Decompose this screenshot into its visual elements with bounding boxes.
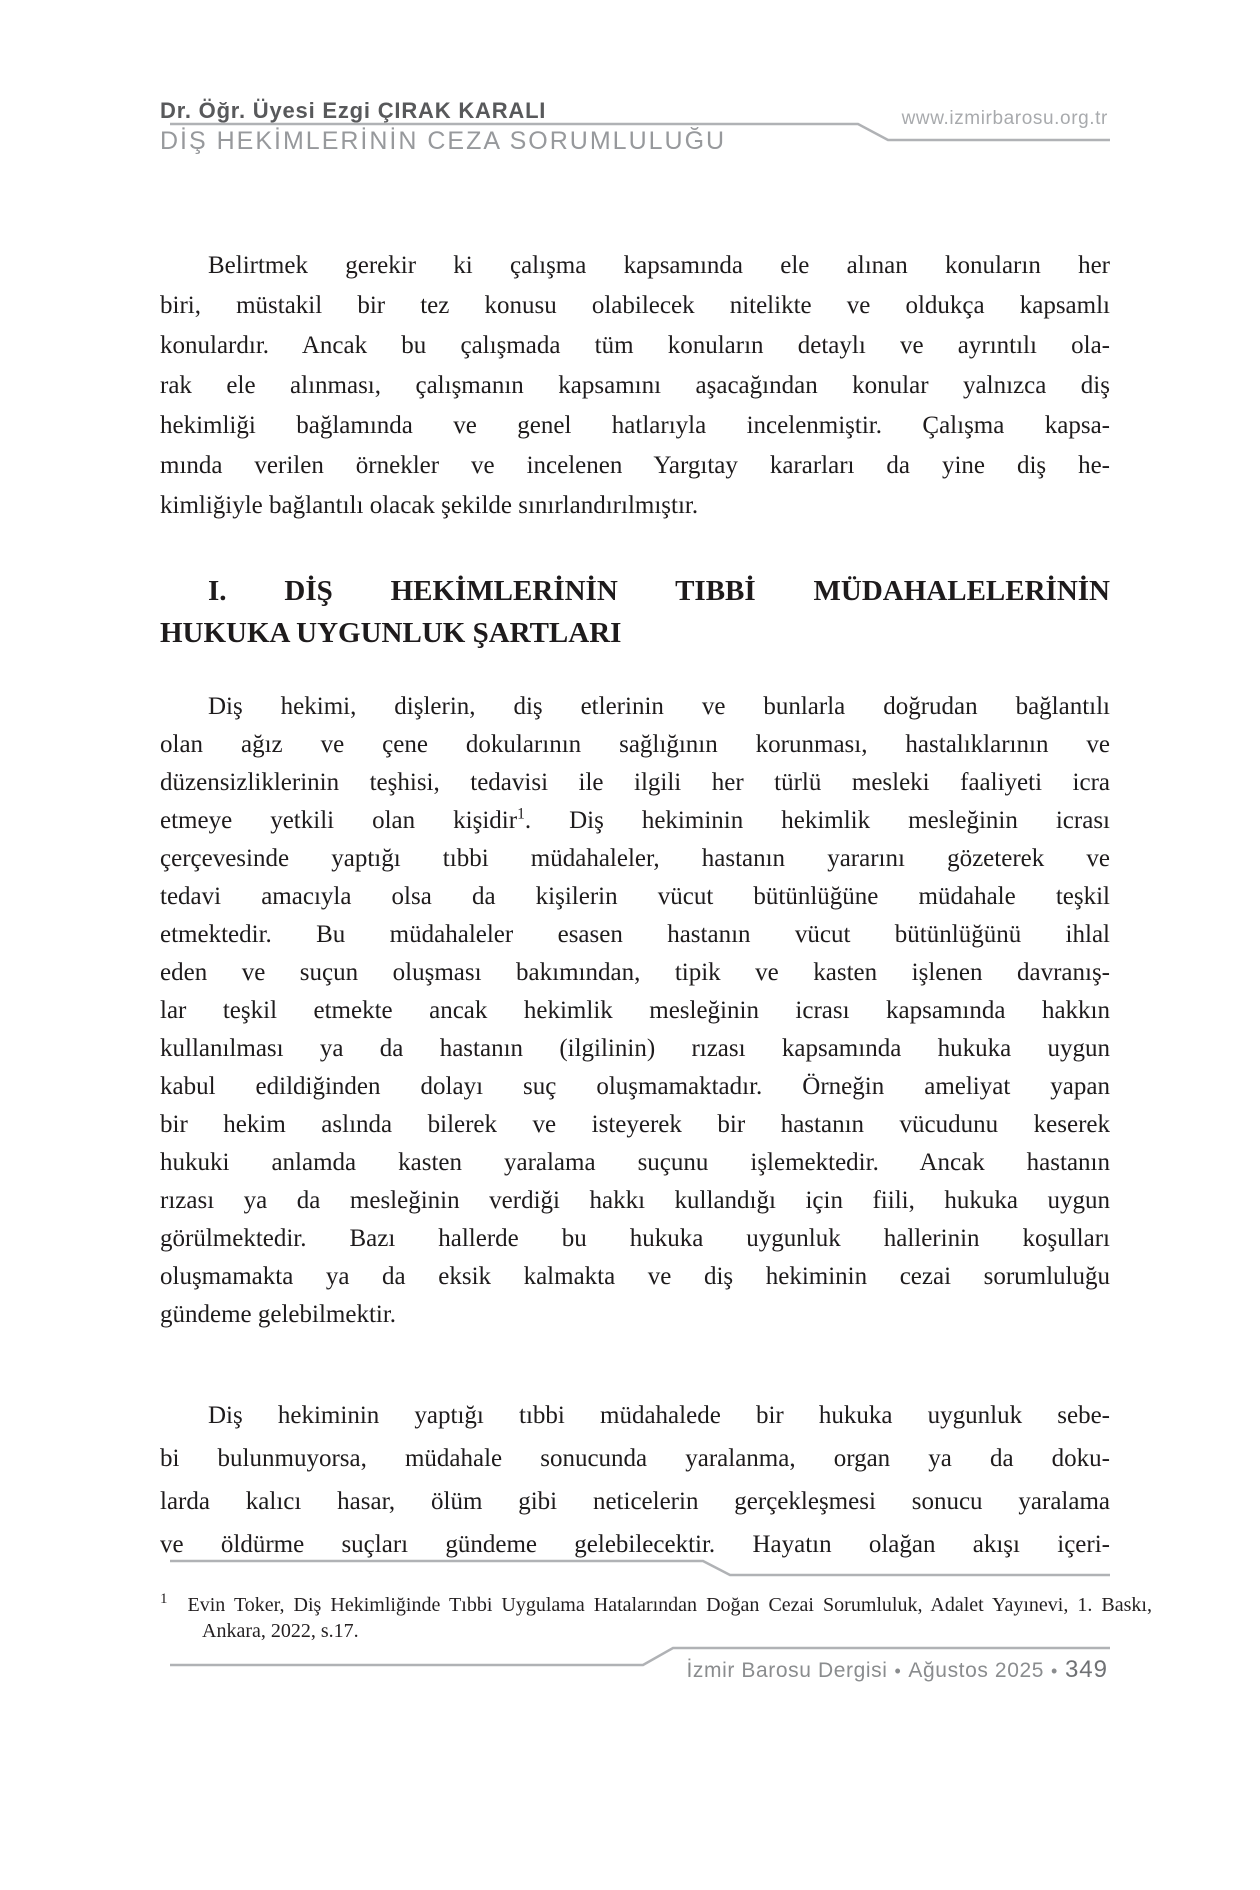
text-line: Diş hekiminin yaptığı tıbbi müdahalede bir hukuka uygunluk sebe-	[208, 1402, 1110, 1429]
text-line: ve öldürme suçları gündeme gelebilecektir. Hayatın olağan akışı içeri-	[160, 1531, 1110, 1558]
text-segment: . Diş hekiminin hekimlik mesleğinin icrası	[524, 807, 1110, 834]
text-line: olan ağız ve çene dokularının sağlığının korunması, hastalıklarının ve	[160, 731, 1110, 758]
text-line: tedavi amacıyla olsa da kişilerin vücut bütünlüğüne müdahale teşkil	[160, 883, 1110, 910]
text-line: düzensizliklerinin teşhisi, tedavisi ile ilgili her türlü mesleki faaliyeti icra	[160, 769, 1110, 796]
page-footer	[686, 1656, 1108, 1684]
text-line: lar teşkil etmekte ancak hekimlik mesleğinin icrası kapsamında hakkın	[160, 997, 1110, 1024]
paragraph-2	[160, 688, 1110, 1334]
text-line: biri, müstakil bir tez konusu olabilecek nitelikte ve oldukça kapsamlı	[160, 292, 1110, 319]
footer-bullet-icon: •	[1051, 1661, 1058, 1681]
section-heading	[160, 570, 1110, 654]
footnote-1	[160, 1592, 1152, 1644]
text-line: kimliğiyle bağlantılı olacak şekilde sınırlandırılmıştır.	[160, 492, 699, 519]
text-segment: etmeye yetkili olan kişidir	[160, 807, 518, 834]
text-line: Belirtmek gerekir ki çalışma kapsamında ele alınan konuların her	[208, 252, 1110, 279]
text-line: bir hekim aslında bilerek ve isteyerek bir hastanın vücudunu keserek	[160, 1111, 1110, 1138]
text-line: çerçevesinde yaptığı tıbbi müdahaleler, hastanın yararını gözeterek ve	[160, 845, 1110, 872]
text-line: konulardır. Ancak bu çalışmada tüm konuların detaylı ve ayrıntılı ola-	[160, 332, 1110, 359]
footnote-text: Evin Toker, Diş Hekimliğinde Tıbbi Uygulama Hatalarından Doğan Cezai Sorumluluk, Adalet Yayınevi, 1. Baskı, Ankara, 2022, s.17.	[187, 1594, 1152, 1642]
text-line: hukuki anlamda kasten yaralama suçunu işlemektedir. Ancak hastanın	[160, 1149, 1110, 1176]
text-line: larda kalıcı hasar, ölüm gibi neticelerin gerçekleşmesi sonucu yaralama	[160, 1488, 1110, 1515]
issue-date: Ağustos 2025	[908, 1659, 1045, 1682]
text-line: oluşmamakta ya da eksik kalmakta ve diş hekiminin cezai sorumluluğu	[160, 1263, 1110, 1290]
page-header-author: Dr. Öğr. Üyesi Ezgi ÇIRAK KARALI	[160, 98, 547, 123]
text-line: bi bulunmuyorsa, müdahale sonucunda yaralanma, organ ya da doku-	[160, 1445, 1110, 1472]
page-header-article-title: DİŞ HEKİMLERİNİN CEZA SORUMLULUĞU	[160, 127, 727, 155]
paragraph-1	[160, 246, 1110, 526]
footer-bullet-icon: •	[894, 1661, 902, 1681]
text-line: görülmektedir. Bazı hallerde bu hukuka uygunluk hallerinin koşulları	[160, 1225, 1110, 1252]
text-line: etmektedir. Bu müdahaleler esasen hastanın vücut bütünlüğünü ihlal	[160, 921, 1110, 948]
section-heading-line: HUKUKA UYGUNLUK ŞARTLARI	[160, 617, 622, 649]
footnote-marker: 1	[160, 1591, 168, 1608]
text-line: rak ele alınması, çalışmanın kapsamını aşacağından konular yalnızca diş	[160, 372, 1110, 399]
text-line: hekimliği bağlamında ve genel hatlarıyla incelenmiştir. Çalışma kapsa-	[160, 412, 1110, 439]
text-line: eden ve suçun oluşması bakımından, tipik ve kasten işlenen davranış-	[160, 959, 1110, 986]
paragraph-3	[160, 1394, 1110, 1566]
journal-name: İzmir Barosu Dergisi	[686, 1659, 888, 1682]
text-line: kullanılması ya da hastanın (ilgilinin) rızası kapsamında hukuka uygun	[160, 1035, 1110, 1062]
footnote-reference-1: 1	[517, 805, 525, 823]
page-number: 349	[1064, 1656, 1108, 1683]
text-line: mında verilen örnekler ve incelenen Yargıtay kararları da yine diş he-	[160, 452, 1110, 479]
section-heading-line: I. DİŞ HEKİMLERİNİN TIBBİ MÜDAHALELERİNİN	[208, 575, 1110, 607]
header-website-url: www.izmirbarosu.org.tr	[901, 108, 1108, 129]
text-line: Diş hekimi, dişlerin, diş etlerinin ve bunlarla doğrudan bağlantılı	[208, 693, 1110, 720]
text-line-with-footnote-ref	[160, 802, 1110, 840]
text-line: gündeme gelebilmektir.	[160, 1301, 397, 1328]
text-line: rızası ya da mesleğinin verdiği hakkı kullandığı için fiili, hukuka uygun	[160, 1187, 1110, 1214]
text-line: kabul edildiğinden dolayı suç oluşmamaktadır. Örneğin ameliyat yapan	[160, 1073, 1110, 1100]
